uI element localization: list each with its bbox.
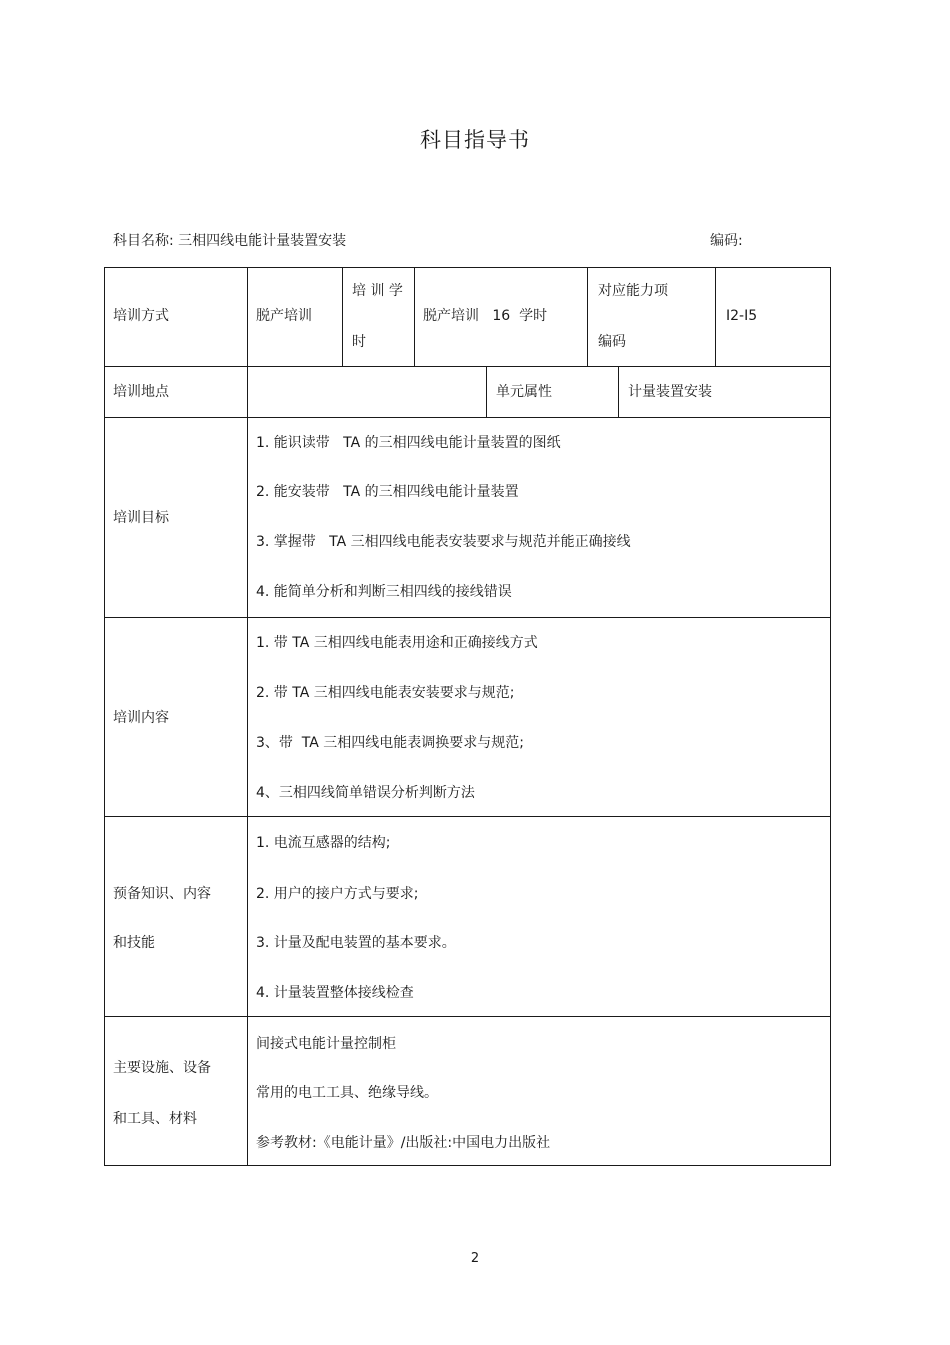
code-label: 编码: — [710, 233, 743, 249]
training-content-item: 4、三相四线简单错误分析判断方法 — [256, 785, 475, 801]
training-goal-item: 4. 能简单分析和判断三相四线的接线错误 — [256, 584, 512, 600]
equipment-item: 常用的电工工具、绝缘导线。 — [256, 1085, 438, 1101]
subject-name: 三相四线电能计量装置安装 — [178, 233, 347, 249]
unit-attribute-value: 计量装置安装 — [628, 384, 712, 400]
training-mode-value: 脱产培训 — [256, 308, 312, 324]
training-content-item: 2. 带 TA 三相四线电能表安装要求与规范; — [256, 685, 515, 701]
training-hours-label-line2: 时 — [352, 334, 366, 350]
equipment-label-line2: 和工具、材料 — [113, 1111, 197, 1127]
page-number: 2 — [470, 1251, 480, 1266]
prerequisites-label-line2: 和技能 — [113, 935, 155, 951]
training-content-label: 培训内容 — [113, 710, 169, 726]
training-goal-item: 2. 能安装带 TA 的三相四线电能计量装置 — [256, 484, 519, 500]
page-title: 科目指导书 — [420, 128, 530, 152]
prerequisite-item: 1. 电流互感器的结构; — [256, 835, 391, 851]
training-location-label: 培训地点 — [113, 384, 169, 400]
prerequisites-label-line1: 预备知识、内容 — [113, 886, 211, 902]
ability-code-label-line1: 对应能力项 — [598, 283, 668, 299]
prerequisite-item: 2. 用户的接户方式与要求; — [256, 886, 419, 902]
prerequisite-item: 3. 计量及配电装置的基本要求。 — [256, 935, 456, 951]
training-hours-value: 脱产培训 16 学时 — [423, 308, 548, 324]
equipment-item: 参考教材:《电能计量》/出版社:中国电力出版社 — [256, 1135, 551, 1151]
training-goal-item: 3. 掌握带 TA 三相四线电能表安装要求与规范并能正确接线 — [256, 534, 631, 550]
equipment-item: 间接式电能计量控制柜 — [256, 1036, 396, 1052]
training-content-item: 1. 带 TA 三相四线电能表用途和正确接线方式 — [256, 635, 538, 651]
ability-code-label-line2: 编码 — [598, 334, 626, 350]
ability-code-value: I2-I5 — [726, 308, 758, 324]
training-goals-label: 培训目标 — [113, 510, 169, 526]
training-mode-label: 培训方式 — [113, 308, 169, 324]
training-goal-item: 1. 能识读带 TA 的三相四线电能计量装置的图纸 — [256, 435, 561, 451]
prerequisite-item: 4. 计量装置整体接线检查 — [256, 985, 414, 1001]
unit-attribute-label: 单元属性 — [496, 384, 552, 400]
training-hours-label-line1: 培 训 学 — [352, 283, 403, 299]
subject-label: 科目名称: — [113, 233, 174, 249]
equipment-label-line1: 主要设施、设备 — [113, 1060, 211, 1076]
subject-line — [113, 230, 346, 250]
training-content-item: 3、带 TA 三相四线电能表调换要求与规范; — [256, 735, 525, 751]
